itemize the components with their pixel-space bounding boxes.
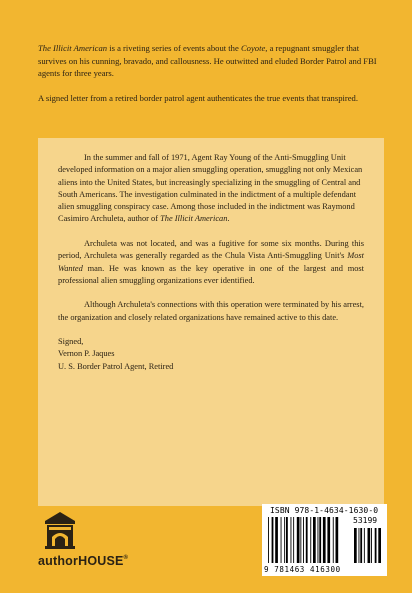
book-title: The Illicit American bbox=[160, 214, 228, 224]
publisher-name: authorHOUSE® bbox=[38, 554, 129, 568]
signer-name: Vernon P. Jaques bbox=[58, 349, 115, 359]
letter-text: . bbox=[227, 214, 230, 224]
letter-box bbox=[38, 138, 384, 506]
coyote-emphasis: Coyote bbox=[240, 43, 266, 53]
isbn-number: ISBN 978-1-4634-1630-0 bbox=[270, 506, 379, 515]
signature-block bbox=[58, 336, 364, 373]
letter-text: man. He was known as the key operative in one of the largest and most professional alien smuggling organizations ever identified. bbox=[58, 263, 364, 285]
signed-label: Signed, bbox=[58, 337, 84, 347]
book-title: The Illicit American bbox=[38, 43, 108, 53]
ean-number: 9 781463 416300 bbox=[264, 565, 341, 574]
signer-title: U. S. Border Patrol Agent, Retired bbox=[58, 361, 174, 371]
authorhouse-logo-icon bbox=[45, 512, 75, 549]
letter-text: In the summer and fall of 1971, Agent Ray Young of the Anti-Smuggling Unit developed information on a major alien smuggling operation, smuggling not only Mexican aliens into the United States, but increasingly specializing in the smuggling of Central and South Americans. The investigation culminated in the indictment of a multiple defendant alien smuggling conspiracy case. Among those included in the indictment was Raymond Casimiro Archuleta, author of bbox=[58, 153, 363, 224]
intro-text: , a repugnant smuggler that survives on his cunning, bravado, and callousness. He outwitted and eluded Border Patrol and FBI agents for three years. bbox=[38, 43, 377, 79]
letter-paragraph-2 bbox=[58, 238, 364, 287]
letter-paragraph-3: Although Archuleta's connections with this operation were terminated by his arrest, the organization and closely related organizations have remained active to this date. bbox=[58, 300, 364, 322]
intro-blurb bbox=[38, 42, 383, 116]
isbn-barcode bbox=[262, 504, 387, 576]
intro-paragraph-1 bbox=[38, 42, 383, 80]
letter-paragraph-1 bbox=[58, 152, 364, 226]
price-code: 53199 bbox=[353, 516, 378, 525]
letter-text: Archuleta was not located, and was a fugitive for some six months. During this period, Archuleta was generally regarded as the Chula Vista Anti-Smuggling Unit's bbox=[58, 238, 364, 261]
most-wanted-emphasis: Most Wanted bbox=[58, 251, 364, 273]
intro-text: is a riveting series of events about the bbox=[107, 43, 241, 53]
publisher-logo bbox=[38, 512, 129, 572]
intro-paragraph-2: A signed letter from a retired border patrol agent authenticates the true events that transpired. bbox=[38, 92, 358, 103]
